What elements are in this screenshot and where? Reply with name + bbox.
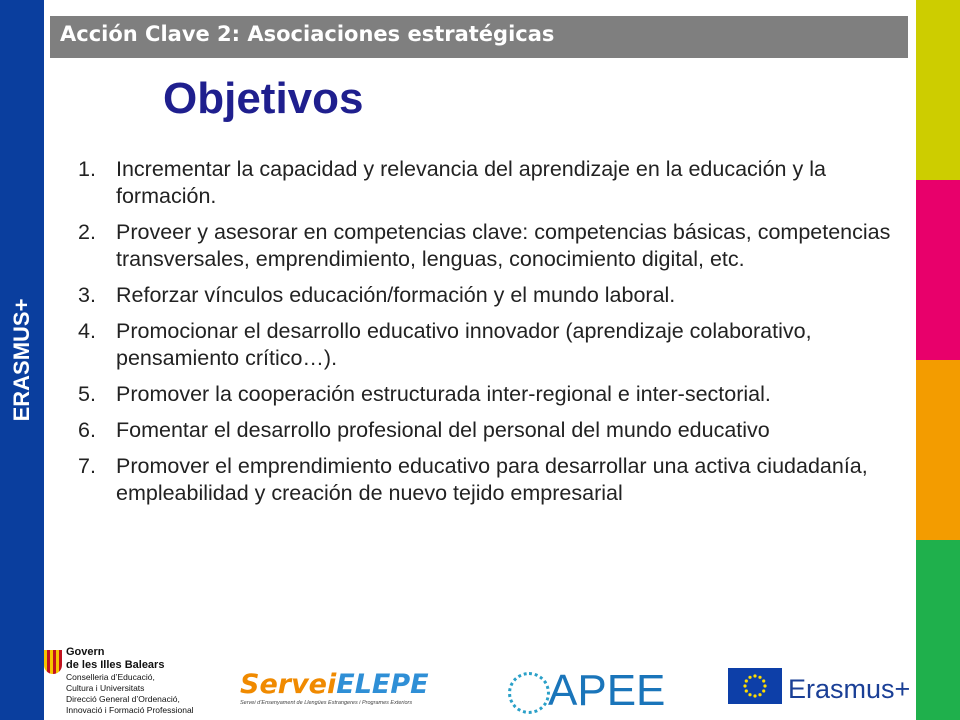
- erasmus-wordmark: Erasmus+: [788, 674, 911, 704]
- objective-text: Promover el emprendimiento educativo para desarrollar una activa ciudadanía, empleabilidad y creación de nuevo tejido empresarial: [116, 454, 868, 505]
- servei-part2: ELEPE: [336, 669, 429, 700]
- govern-line: Direcció General d’Ordenació,: [66, 694, 180, 704]
- govern-line: Conselleria d’Educació,: [66, 672, 155, 682]
- right-color-stripes: [916, 0, 960, 720]
- header-bar: [50, 16, 908, 58]
- objective-text: Promocionar el desarrollo educativo innovador (aprendizaje colaborativo, pensamiento crítico…).: [116, 319, 812, 370]
- objective-item: [72, 417, 914, 444]
- objective-number: 3.: [78, 283, 96, 307]
- servei-part1: Servei: [240, 669, 337, 700]
- objective-text: Reforzar vínculos educación/formación y el mundo laboral.: [116, 283, 676, 307]
- shield-icon: [44, 650, 62, 674]
- objective-item: [72, 156, 914, 210]
- stripe-yellow: [916, 0, 960, 180]
- objective-number: 5.: [78, 382, 96, 406]
- eu-stars-circle: [728, 668, 782, 704]
- govern-line: Innovació i Formació Professional: [66, 705, 194, 715]
- objective-text: Fomentar el desarrollo profesional del personal del mundo educativo: [116, 418, 770, 442]
- objective-number: 6.: [78, 418, 96, 442]
- page-title: Objetivos: [163, 74, 364, 123]
- header-text: Acción Clave 2: Asociaciones estratégicas: [60, 22, 555, 46]
- servei-elepe-logo: [240, 670, 429, 706]
- stripe-magenta: [916, 180, 960, 360]
- govern-line: Govern: [66, 646, 105, 658]
- objective-item: [72, 318, 914, 372]
- objective-item: [72, 381, 914, 408]
- objective-number: 7.: [78, 454, 96, 478]
- objective-number: 4.: [78, 319, 96, 343]
- objective-item: [72, 219, 914, 273]
- objective-number: 2.: [78, 220, 96, 244]
- left-sidebar-bar: [0, 0, 44, 720]
- stripe-orange: [916, 360, 960, 540]
- govern-line: de les Illes Balears: [66, 659, 165, 671]
- servei-subtitle: Servei d’Ensenyament de Llengües Estrangeres i Programes Exteriors: [240, 700, 413, 706]
- servei-wordmark: [240, 670, 429, 700]
- objective-number: 1.: [78, 157, 96, 181]
- objective-item: [72, 282, 914, 309]
- objective-text: Incrementar la capacidad y relevancia del aprendizaje en la educación y la formación.: [116, 157, 826, 208]
- stripe-green: [916, 540, 960, 720]
- govern-text-block: [66, 646, 266, 716]
- govern-line: Cultura i Universitats: [66, 683, 145, 693]
- objective-text: Proveer y asesorar en competencias clave: competencias básicas, competencias transversales, emprendimiento, lenguas, conocimiento digital, etc.: [116, 220, 891, 271]
- eu-flag-icon: [728, 668, 782, 704]
- objectives-list: [72, 156, 914, 516]
- objective-text: Promover la cooperación estructurada inter-regional e inter-sectorial.: [116, 382, 771, 406]
- erasmus-vertical-label: ERASMUS+: [9, 298, 34, 422]
- objective-item: [72, 453, 914, 507]
- apee-wordmark: APEE: [548, 666, 666, 715]
- dotted-ring-icon: [508, 672, 550, 714]
